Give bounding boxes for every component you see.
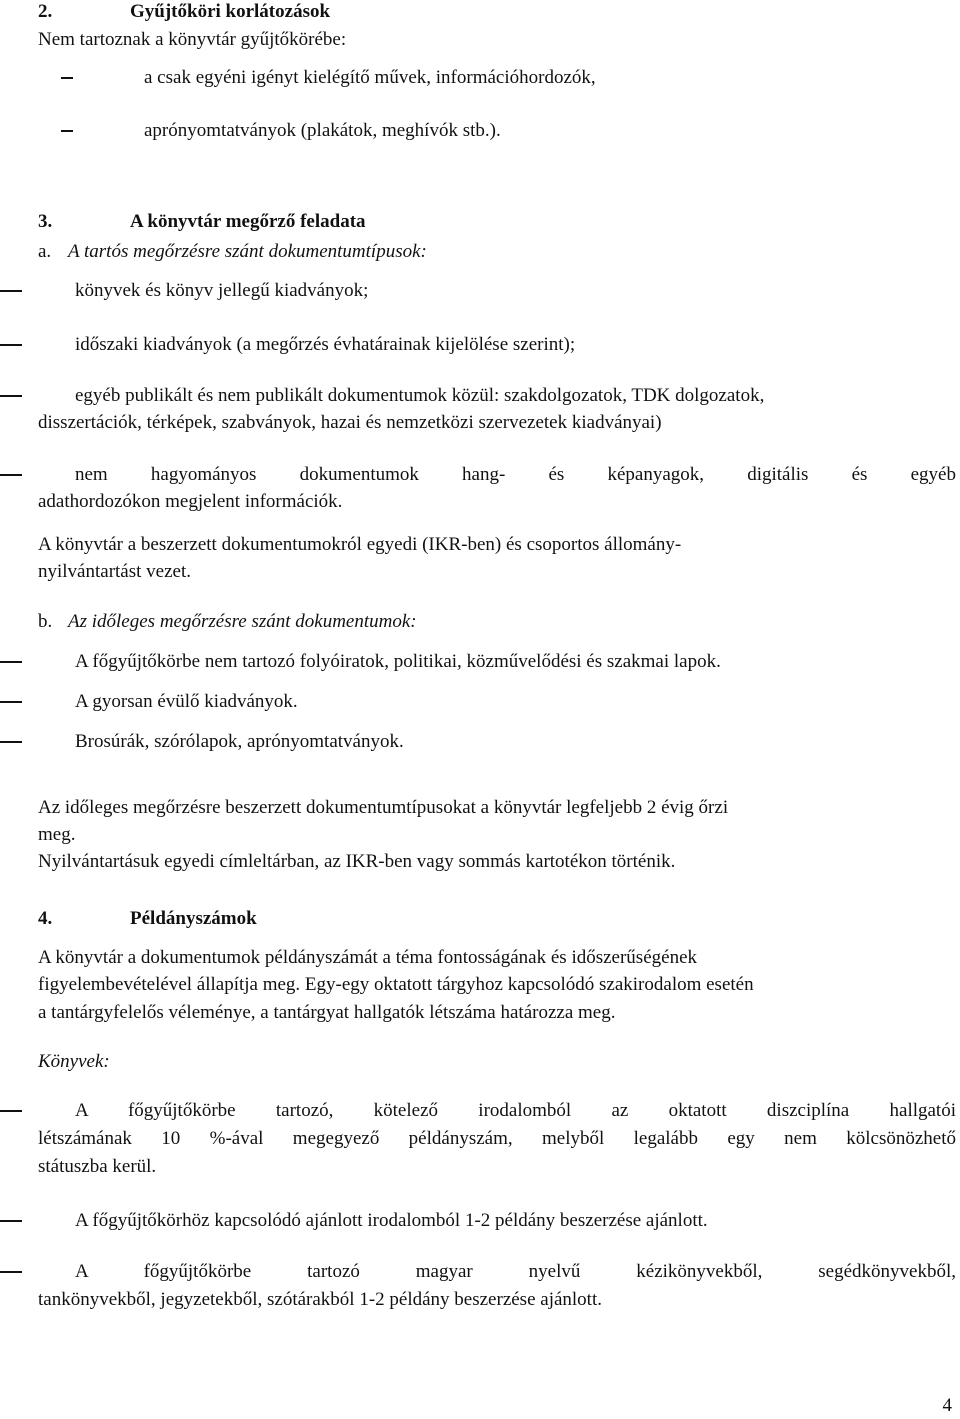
dash-icon — [0, 1110, 22, 1112]
section-title: Gyűjtőköri korlátozások — [130, 1, 331, 22]
section-number: 2. — [38, 1, 53, 22]
paragraph: a tantárgyfelelős véleménye, a tantárgyat hallgatók létszáma határozza meg. — [38, 1002, 616, 1023]
section-4-heading — [38, 905, 257, 932]
section-title: Példányszámok — [130, 908, 257, 929]
dash-icon — [0, 741, 22, 743]
list-item-continuation: létszámának 10 %-ával megegyező példányszám, melyből legalább egy nem kölcsönözhető — [38, 1128, 956, 1149]
subsection-a-heading — [38, 238, 427, 265]
section-number: 3. — [38, 211, 53, 232]
page-number: 4 — [942, 1395, 952, 1416]
section-number: 4. — [38, 908, 53, 929]
list-item-continuation: tankönyvekből, jegyzetekből, szótárakból 1-2 példány beszerzése ajánlott. — [38, 1289, 602, 1310]
paragraph: figyelembevételével állapítja meg. Egy-egy oktatott tárgyhoz kapcsolódó szakirodalom esetén — [38, 974, 754, 995]
paragraph: Az időleges megőrzésre beszerzett dokumentumtípusokat a könyvtár legfeljebb 2 évig őrzi — [38, 797, 729, 818]
dash-icon — [0, 474, 22, 476]
subsection-b-heading — [38, 608, 417, 635]
paragraph: A könyvtár a beszerzett dokumentumokról egyedi (IKR-ben) és csoportos állomány- — [38, 534, 682, 555]
section-3-heading — [38, 208, 366, 235]
dash-icon — [0, 344, 22, 346]
subsection-label: a. — [38, 241, 52, 262]
books-label: Könyvek: — [38, 1051, 110, 1072]
paragraph: nyilvántartást vezet. — [38, 561, 191, 582]
list-item-continuation: disszertációk, térképek, szabványok, hazai és nemzetközi szervezetek kiadványai) — [38, 412, 662, 433]
subsection-title: A tartós megőrzésre szánt dokumentumtípusok: — [68, 241, 427, 262]
paragraph: meg. — [38, 824, 76, 845]
paragraph: Nyilvántartásuk egyedi címleltárban, az IKR-ben vagy sommás kartotékon történik. — [38, 851, 676, 872]
list-item-continuation: adathordozókon megjelent információk. — [38, 491, 343, 512]
list-item-continuation: státuszba kerül. — [38, 1156, 157, 1177]
subsection-title: Az időleges megőrzésre szánt dokumentumok: — [68, 611, 417, 632]
dash-icon — [61, 77, 73, 79]
section-title: A könyvtár megőrző feladata — [130, 211, 366, 232]
subsection-label: b. — [38, 611, 53, 632]
dash-icon — [0, 395, 22, 397]
dash-icon — [61, 130, 73, 132]
dash-icon — [0, 661, 22, 663]
dash-icon — [0, 1220, 22, 1222]
section-2-intro: Nem tartoznak a könyvtár gyűjtőkörébe: — [38, 29, 347, 50]
paragraph: A könyvtár a dokumentumok példányszámát a téma fontosságának és időszerűségének — [38, 947, 697, 968]
dash-icon — [0, 701, 22, 703]
section-2-heading — [38, 0, 330, 25]
dash-icon — [0, 290, 22, 292]
dash-icon — [0, 1271, 22, 1273]
